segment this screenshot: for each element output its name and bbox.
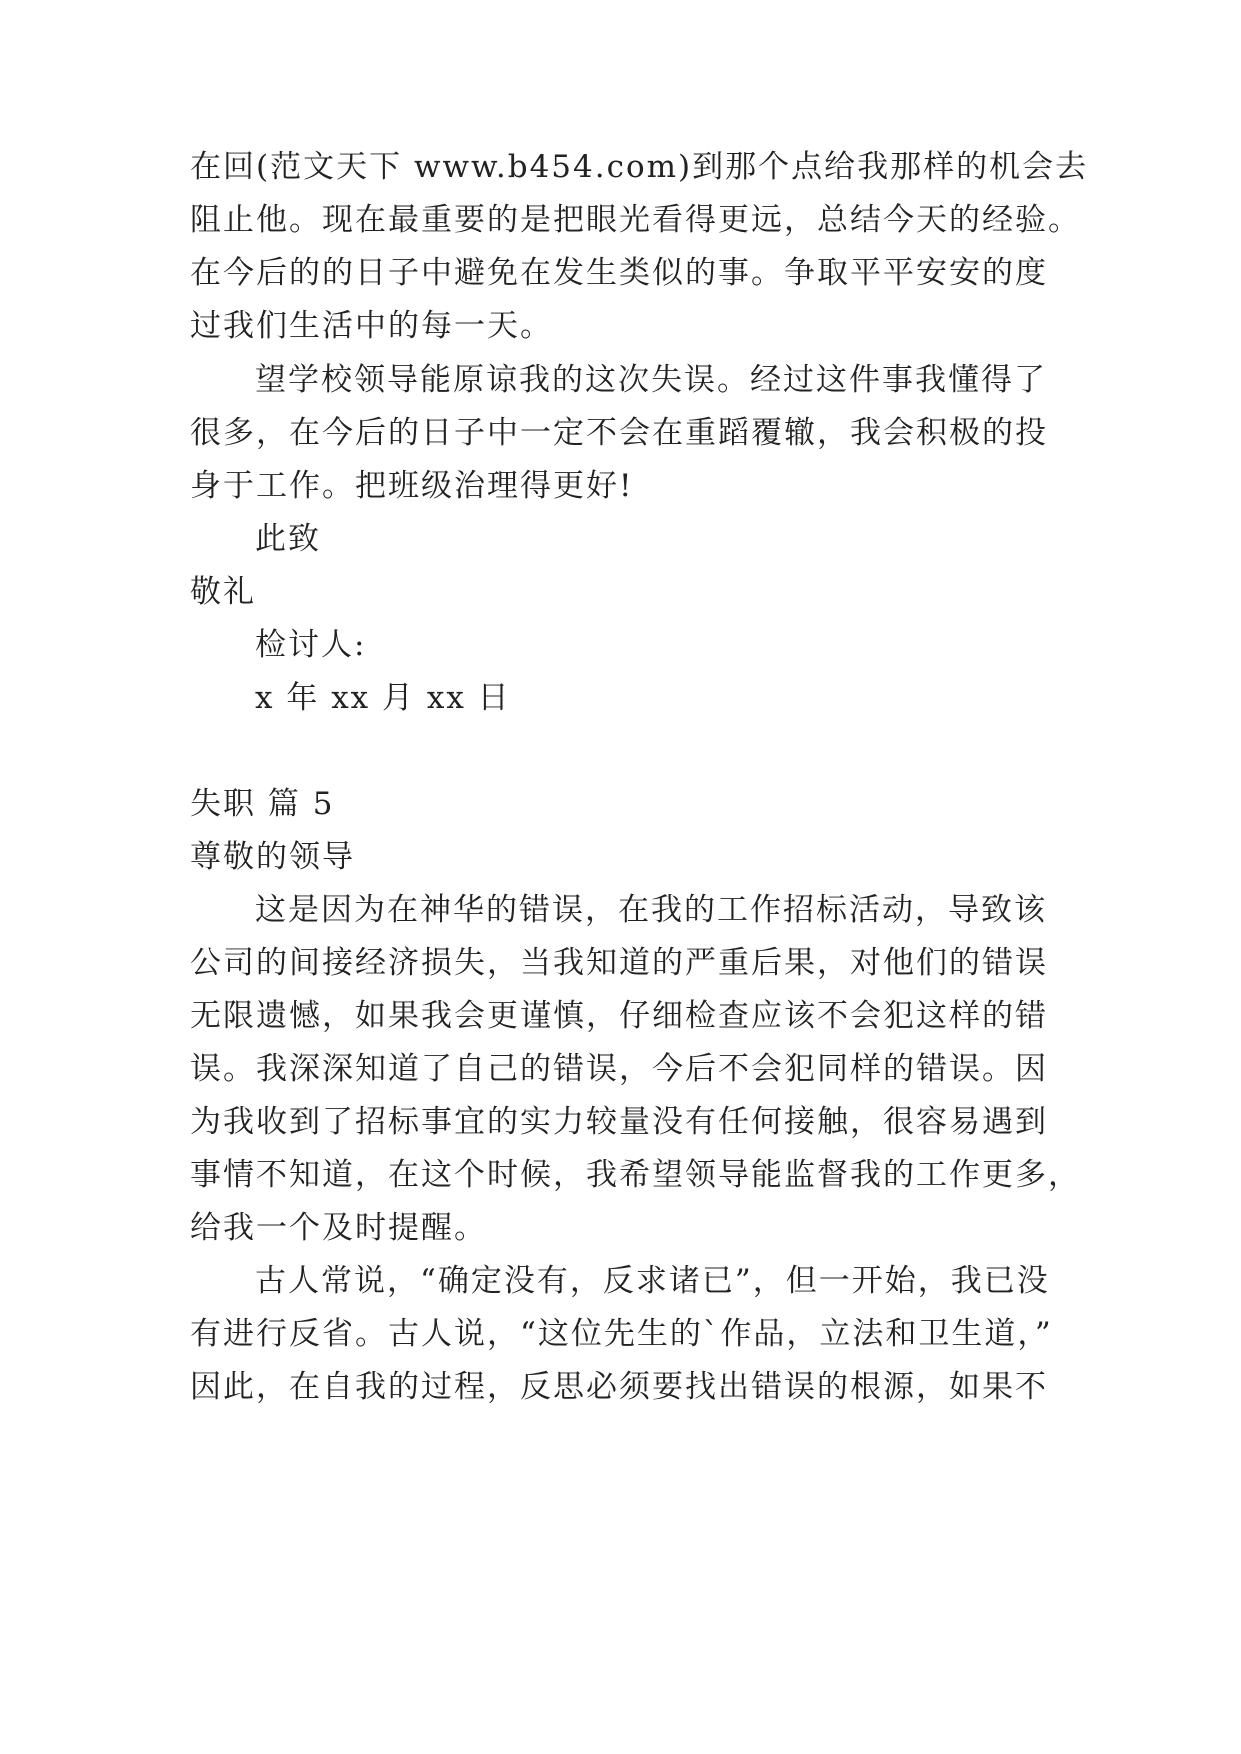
paragraph-line: 无限遗憾，如果我会更谨慎，仔细检查应该不会犯这样的错: [190, 998, 1048, 1034]
paragraph-line: 因此，在自我的过程，反思必须要找出错误的根源，如果不: [190, 1369, 1048, 1405]
section-title: 失职 篇 5: [190, 786, 335, 822]
paragraph-line: 公司的间接经济损失，当我知道的严重后果，对他们的错误: [190, 945, 1048, 981]
signature-label: 检讨人:: [255, 627, 367, 663]
closing-line: 敬礼: [190, 574, 256, 610]
paragraph-line: 身于工作。把班级治理得更好!: [190, 468, 634, 504]
date-line: x 年 xx 月 xx 日: [255, 680, 511, 716]
paragraph-line: 古人常说，“确定没有，反求诸已”，但一开始，我已没: [255, 1263, 1050, 1299]
paragraph-line: 很多，在今后的日子中一定不会在重蹈覆辙，我会积极的投: [190, 415, 1048, 451]
paragraph-line: 误。我深深知道了自己的错误，今后不会犯同样的错误。因: [190, 1051, 1048, 1087]
closing-line: 此致: [255, 521, 321, 557]
paragraph-line: 给我一个及时提醒。: [190, 1210, 487, 1246]
paragraph-line: 有进行反省。古人说，“这位先生的`作品，立法和卫生道，”: [190, 1316, 1053, 1352]
paragraph-line: 过我们生活中的每一天。: [190, 308, 553, 344]
paragraph-line: 阻止他。现在最重要的是把眼光看得更远，总结今天的经验。: [190, 202, 1081, 238]
paragraph-line: 为我收到了招标事宜的实力较量没有任何接触，很容易遇到: [190, 1104, 1048, 1140]
paragraph-line: 望学校领导能原谅我的这次失误。经过这件事我懂得了: [255, 362, 1047, 398]
paragraph-line: 在今后的的日子中避免在发生类似的事。争取平平安安的度: [190, 255, 1048, 291]
paragraph-line: 在回(范文天下 www.b454.com)到那个点给我那样的机会去: [190, 149, 1089, 185]
paragraph-line: 这是因为在神华的错误，在我的工作招标活动，导致该: [255, 892, 1047, 928]
paragraph-line: 事情不知道，在这个时候，我希望领导能监督我的工作更多，: [190, 1157, 1081, 1193]
salutation: 尊敬的领导: [190, 839, 355, 875]
